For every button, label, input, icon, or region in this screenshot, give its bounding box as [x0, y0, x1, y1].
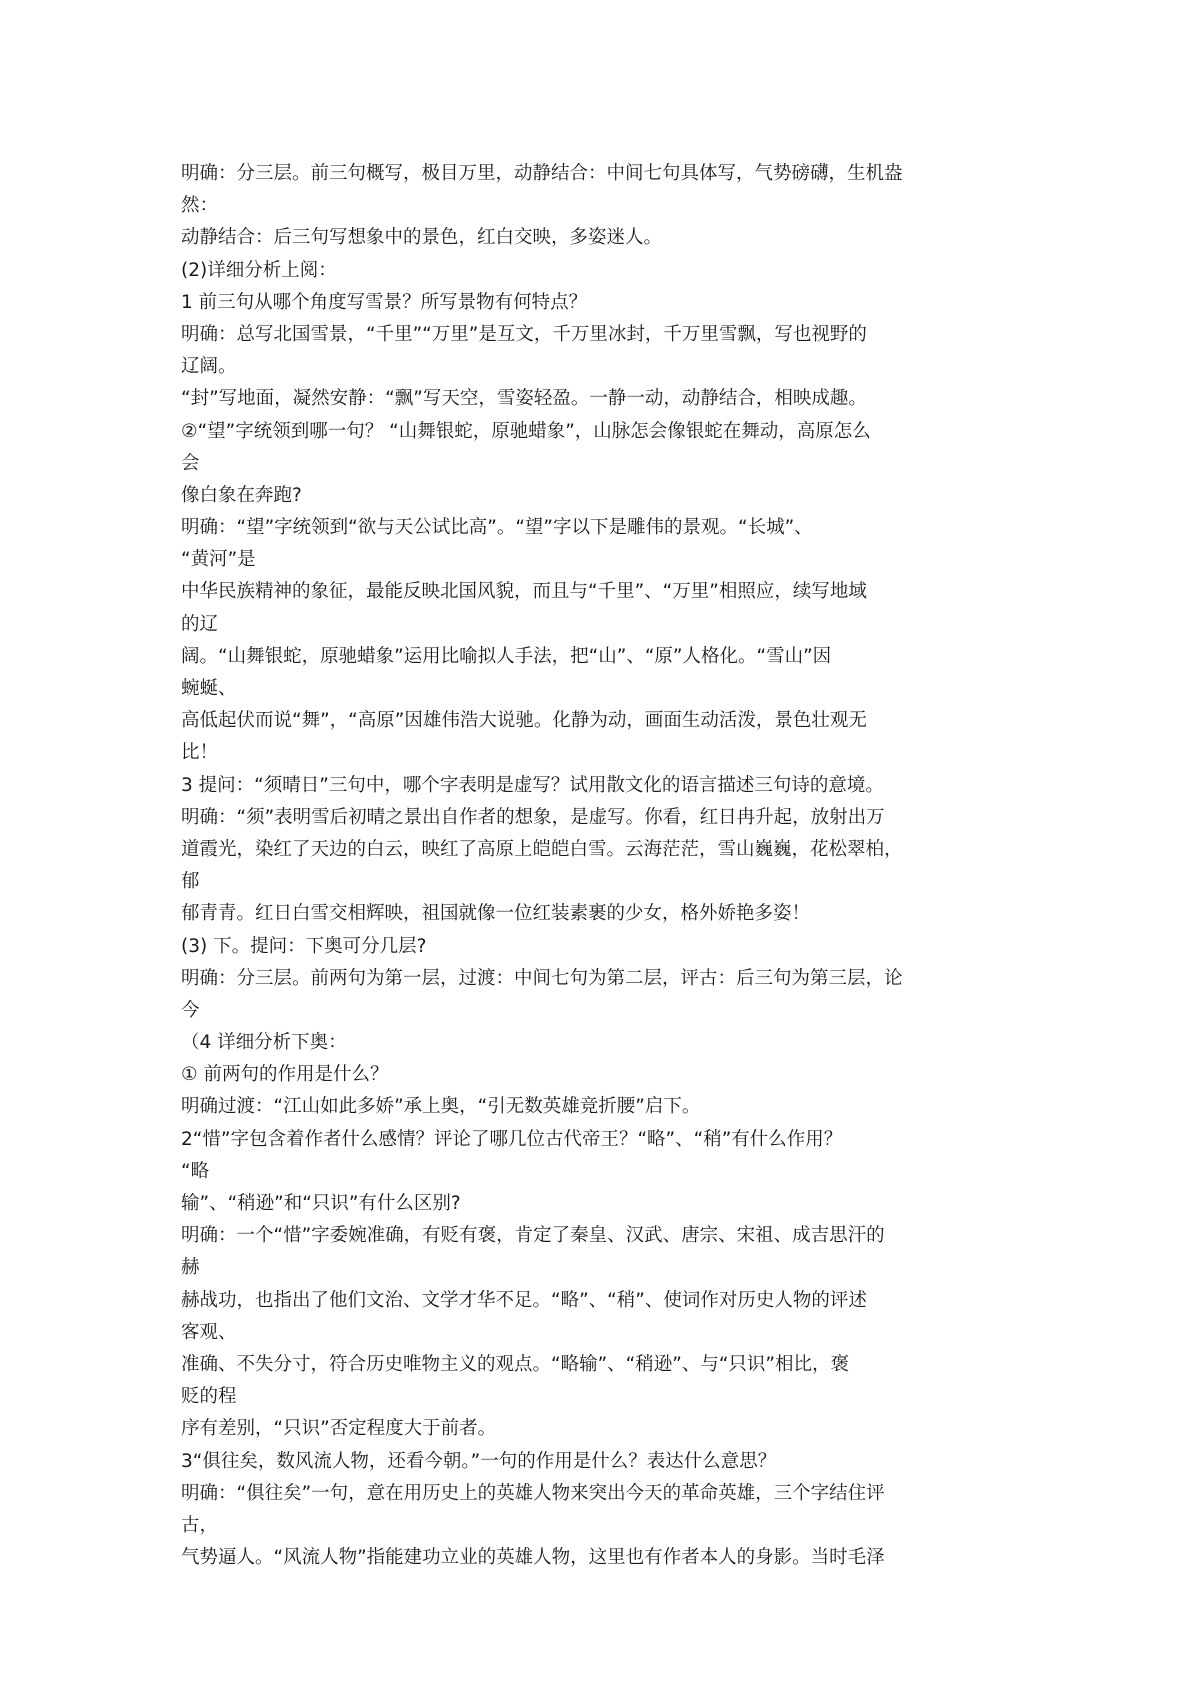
text-line: 道霞光，染红了天边的白云，映红了高原上皑皑白雪。云海茫茫，雪山巍巍，花松翠柏， — [181, 838, 903, 860]
text-line: 中华民族精神的象征，最能反映北国风貌，而且与“千里”、“万里”相照应，续写地域 — [181, 581, 867, 603]
text-line: “略 — [181, 1160, 210, 1182]
question-line: 2“惜”字包含着作者什么感情？评论了哪几位古代帝王？“略”、“稍”有什么作用？ — [181, 1128, 843, 1150]
text-line: 明确：总写北国雪景，“千里”“万里”是互文，千万里冰封，千万里雪飘，写也视野的 — [181, 323, 867, 345]
text-line: 明确：分三层。前两句为第一层，过渡：中间七句为第二层，评古：后三句为第三层，论 — [181, 967, 903, 989]
question-line: ① 前两句的作用是什么？ — [181, 1064, 389, 1086]
text-line: 客观、 — [181, 1321, 237, 1343]
text-line: 的辽 — [181, 613, 219, 635]
text-line: 像白象在奔跑? — [181, 484, 302, 506]
text-line: 输”、“稍逊”和“只识”有什么区别? — [181, 1193, 461, 1214]
text-line: 明确：分三层。前三句概写，极目万里，动静结合：中间七句具体写，气势磅礴，生机盎 — [181, 163, 903, 184]
text-line: 明确：一个“惜”字委婉准确，有贬有褒，肯定了秦皇、汉武、唐宗、宋祖、成吉思汗的 — [181, 1225, 885, 1247]
text-line: 古， — [181, 1514, 219, 1536]
text-line: 明确：“俱往矣”一句，意在用历史上的英雄人物来突出今天的革命英雄，三个字结住评 — [181, 1482, 885, 1504]
text-line: 明确：“望”字统领到“欲与天公试比高”。“望”字以下是雕伟的景观。“长城”、 — [181, 517, 813, 539]
text-line: 高低起伏而说“舞”，“高原”因雄伟浩大说驰。化静为动，画面生动活泼，景色壮观无 — [181, 710, 867, 732]
text-line: 准确、不失分寸，符合历史唯物主义的观点。“略输”、“稍逊”、与“只识”相比，褒 — [181, 1353, 850, 1375]
text-line: “黄河”是 — [181, 549, 256, 571]
text-line: 比！ — [181, 742, 219, 764]
text-line: 阔。“山舞银蛇，原驰蜡象”运用比喻拟人手法，把“山”、“原”人格化。“雪山”因 — [181, 645, 832, 667]
question-line: ②“望”字统领到哪一句？ “山舞银蛇，原驰蜡象”，山脉怎会像银蛇在舞动，高原怎么 — [181, 420, 871, 442]
text-line: “封”写地面，凝然安静：“飘”写天空，雪姿轻盈。一静一动，动静结合，相映成趣。 — [181, 388, 867, 410]
question-line: 3“俱往矣，数风流人物，还看今朝。”一句的作用是什么？表达什么意思？ — [181, 1450, 777, 1472]
text-line: 蜿蜒、 — [181, 678, 237, 699]
text-line: 明确：“须”表明雪后初晴之景出自作者的想象，是虚写。你看，红日冉升起，放射出万 — [181, 806, 885, 828]
text-line: 贬的程 — [181, 1386, 237, 1408]
text-line: 郁 — [181, 871, 200, 893]
question-line: 1 前三句从哪个角度写雪景？所写景物有何特点？ — [181, 291, 588, 313]
text-line: 气势逼人。“风流人物”指能建功立业的英雄人物，这里也有作者本人的身影。当时毛泽 — [181, 1547, 885, 1569]
section-heading: (2)详细分析上阅： — [181, 259, 337, 281]
text-line: 会 — [181, 452, 200, 474]
document-body — [181, 158, 1021, 1574]
question-line: 3 提问：“须晴日”三句中，哪个字表明是虚写？试用散文化的语言描述三句诗的意境。 — [181, 774, 884, 796]
text-line: 明确过渡：“江山如此多娇”承上奥，“引无数英雄竞折腰”启下。 — [181, 1096, 701, 1118]
text-line: 郁青青。红日白雪交相辉映，祖国就像一位红装素裹的少女，格外娇艳多姿！ — [181, 903, 811, 925]
section-heading: （4 详细分析下奥： — [181, 1032, 347, 1054]
text-line: 然： — [181, 195, 219, 217]
text-line: 动静结合：后三句写想象中的景色，红白交映，多姿迷人。 — [181, 227, 663, 249]
text-line: 今 — [181, 999, 200, 1021]
text-line: 赫 — [181, 1257, 200, 1279]
text-line: 序有差别，“只识”否定程度大于前者。 — [181, 1418, 497, 1440]
section-heading: (3) 下。提问：下奥可分几层? — [181, 935, 427, 957]
text-line: 赫战功，也指出了他们文治、文学才华不足。“略”、“稍”、使词作对历史人物的评述 — [181, 1289, 867, 1311]
text-line: 辽阔。 — [181, 356, 237, 378]
